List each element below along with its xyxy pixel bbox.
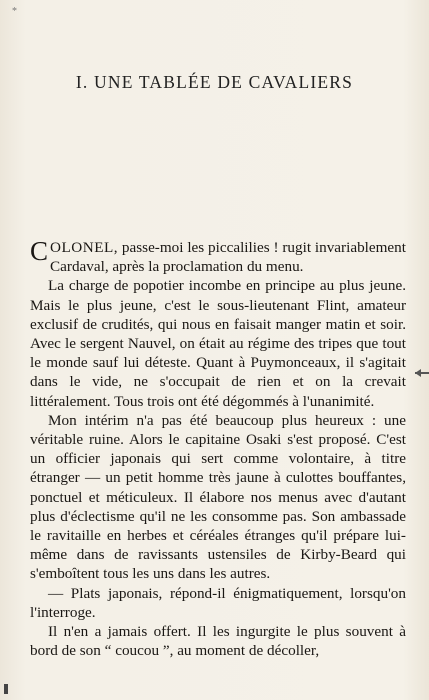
- body-text: [30, 238, 406, 660]
- binding-mark: [4, 684, 8, 694]
- paragraph-1-smallcaps: OLONEL,: [50, 239, 119, 256]
- chapter-title: I. UNE TABLÉE DE CAVALIERS: [75, 72, 354, 92]
- margin-arrow-mark: [415, 372, 429, 374]
- paragraph-2: La charge de popotier incombe en principe au plus jeune. Mais le plus jeune, c'est le sous-lieutenant Flint, amateur exclusif de crudités, qui nous en faisait manger matin et soir. Avec le sergent Nauvel, on était au régime des tripes que tout le monde sauf lui déteste. Quant à Puymonceaux, il s'agitait dans le vide, ne s'occupait de rien et on la crevait littéralement. Tous trois ont été dégommés à l'unanimité.: [30, 277, 406, 410]
- paragraph-1-text: passe-moi les piccalilies ! rugit invariablement Cardaval, après la proclamation du menu.: [50, 239, 406, 276]
- corner-mark: *: [12, 6, 17, 17]
- paragraph-4: — Plats japonais, répond-il énigmatiquement, lorsqu'on l'interroge.: [30, 584, 406, 621]
- paragraph-3: Mon intérim n'a pas été beaucoup plus heureux : une véritable ruine. Alors le capitaine Osaki s'est proposé. C'est un officier japonais qui sert comme volontaire, à titre étranger — un petit homme très jaune à culottes bouffantes, ponctuel et méticuleux. Il élabore nos menus avec d'autant plus d'éclectisme qu'il ne les consomme pas. Son ambassade le ravitaille en herbes et céréales étranges qu'il prépare lui-même dans de ravissants ustensiles de Kirby-Beard qui s'emboîtent tous les uns dans les autres.: [30, 411, 406, 583]
- paragraph-1: [30, 238, 406, 276]
- drop-cap: C: [30, 236, 49, 266]
- paragraph-5: Il n'en a jamais offert. Il les ingurgite le plus souvent à bord de son “ coucou ”, au moment de décoller,: [30, 623, 406, 660]
